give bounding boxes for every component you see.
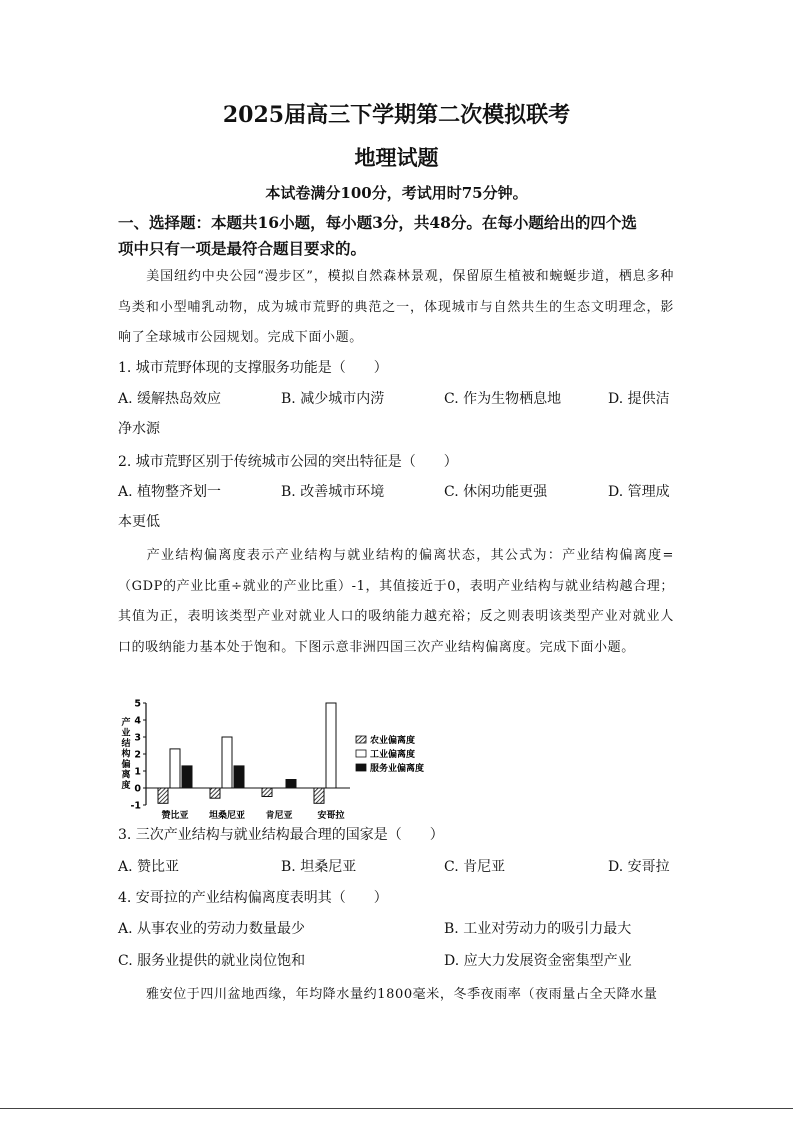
section-heading-line2: 项中只有一项是最符合题目要求的。 (118, 239, 367, 258)
q2-option-d-cont: 本更低 (118, 514, 160, 530)
legend-swatch-agri (356, 736, 366, 743)
y-tick-label: -1 (130, 800, 141, 812)
bar-industry-1 (222, 737, 232, 788)
exam-note: 本试卷满分100分，考试用时75分钟。 (265, 184, 528, 202)
q1-option-d-cont: 净水源 (118, 421, 160, 437)
bar-industry-3 (326, 703, 336, 788)
section-heading (118, 210, 678, 262)
y-tick-label: 1 (134, 766, 141, 778)
passage-2-text: 产业结构偏离度表示产业结构与就业结构的偏离状态，其公式为：产业结构偏离度=（GDP的产业比重÷就业的产业比重）-1，其值接近于0，表明产业结构与就业结构越合理；其值为正，表明该类型产业对就业人口的吸纳能力越充裕；反之则表明该类型产业对就业人口的吸纳能力基本处于饱和。下图示意非洲四国三次产业结构偏离度。完成下面小题。 (118, 548, 674, 655)
bar-agri-2 (262, 788, 272, 797)
q4-option-a[interactable]: A. 从事农业的劳动力数量最少 (118, 921, 306, 937)
q1-option-b[interactable]: B. 减少城市内涝 (281, 391, 385, 407)
section-heading-line1: 一、选择题：本题共16小题，每小题3分，共48分。在每小题给出的四个选 (118, 213, 637, 232)
y-tick-label: 0 (134, 783, 141, 795)
bar-service-0 (182, 766, 192, 788)
category-labels (161, 809, 344, 821)
bar-service-2 (286, 780, 296, 789)
category-label: 肯尼亚 (265, 811, 293, 821)
legend-swatch-service (356, 764, 366, 771)
y-tick-label: 3 (134, 732, 141, 744)
q2-stem: 2. 城市荒野区别于传统城市公园的突出特征是（ ） (118, 454, 458, 470)
exam-subtitle: 地理试题 (354, 145, 439, 170)
q4-option-d[interactable]: D. 应大力发展资金密集型产业 (444, 953, 632, 969)
q3-stem: 3. 三次产业结构与就业结构最合理的国家是（ ） (118, 827, 444, 843)
passage-3 (118, 980, 674, 1011)
passage-2 (118, 541, 674, 663)
q2-option-a[interactable]: A. 植物整齐划一 (118, 484, 222, 500)
passage-1-text: 美国纽约中央公园“漫步区”，模拟自然森林景观，保留原生植被和蜿蜒步道，栖息多种鸟类和小型哺乳动物，成为城市荒野的典范之一，体现城市与自然共生的生态文明理念，影响了全球城市公园规划。完成下面小题。 (118, 269, 674, 345)
category-label: 赞比亚 (161, 811, 189, 821)
y-axis-label (120, 716, 130, 791)
passage-3-text: 雅安位于四川盆地西缘，年均降水量约1800毫米，冬季夜雨率（夜雨量占全天降水量 (146, 987, 658, 1002)
bar-service-1 (234, 766, 244, 788)
bar-agri-0 (158, 788, 168, 803)
q3-option-d[interactable]: D. 安哥拉 (608, 859, 670, 875)
y-axis-label-text: 产业结构偏离度 (121, 718, 131, 791)
deviation-bar-chart (118, 695, 448, 821)
exam-title: 2025届高三下学期第二次模拟联考 (222, 102, 571, 128)
y-ticks (130, 699, 146, 812)
legend (356, 734, 424, 774)
q3-option-b[interactable]: B. 坦桑尼亚 (281, 859, 357, 875)
passage-1 (118, 262, 674, 354)
legend-label-service: 服务业偏离度 (370, 764, 425, 774)
q1-option-c[interactable]: C. 作为生物栖息地 (444, 391, 562, 407)
legend-label-industry: 工业偏离度 (370, 750, 416, 760)
q4-option-b[interactable]: B. 工业对劳动力的吸引力最大 (444, 921, 632, 937)
q1-stem: 1. 城市荒野体现的支撑服务功能是（ ） (118, 360, 388, 376)
category-label: 坦桑尼亚 (208, 811, 246, 821)
page-footer-line (0, 1108, 793, 1109)
q4-option-c[interactable]: C. 服务业提供的就业岗位饱和 (118, 953, 306, 969)
q3-option-a[interactable]: A. 赞比亚 (118, 859, 180, 875)
q3-option-c[interactable]: C. 肯尼亚 (444, 859, 506, 875)
y-tick-label: 2 (134, 749, 141, 761)
category-label: 安哥拉 (317, 811, 345, 821)
q1-option-a[interactable]: A. 缓解热岛效应 (118, 391, 222, 407)
bar-agri-1 (210, 788, 220, 798)
legend-label-agri: 农业偏离度 (370, 736, 416, 746)
q2-option-c[interactable]: C. 休闲功能更强 (444, 484, 548, 500)
bar-agri-3 (314, 788, 324, 803)
y-tick-label: 4 (134, 715, 141, 727)
q1-option-d[interactable]: D. 提供洁 (608, 391, 670, 407)
bar-industry-0 (170, 749, 180, 788)
legend-swatch-industry (356, 750, 366, 757)
q2-option-d[interactable]: D. 管理成 (608, 484, 670, 500)
q4-stem: 4. 安哥拉的产业结构偏离度表明其（ ） (118, 890, 388, 906)
y-tick-label: 5 (134, 698, 141, 710)
q2-option-b[interactable]: B. 改善城市环境 (281, 484, 385, 500)
